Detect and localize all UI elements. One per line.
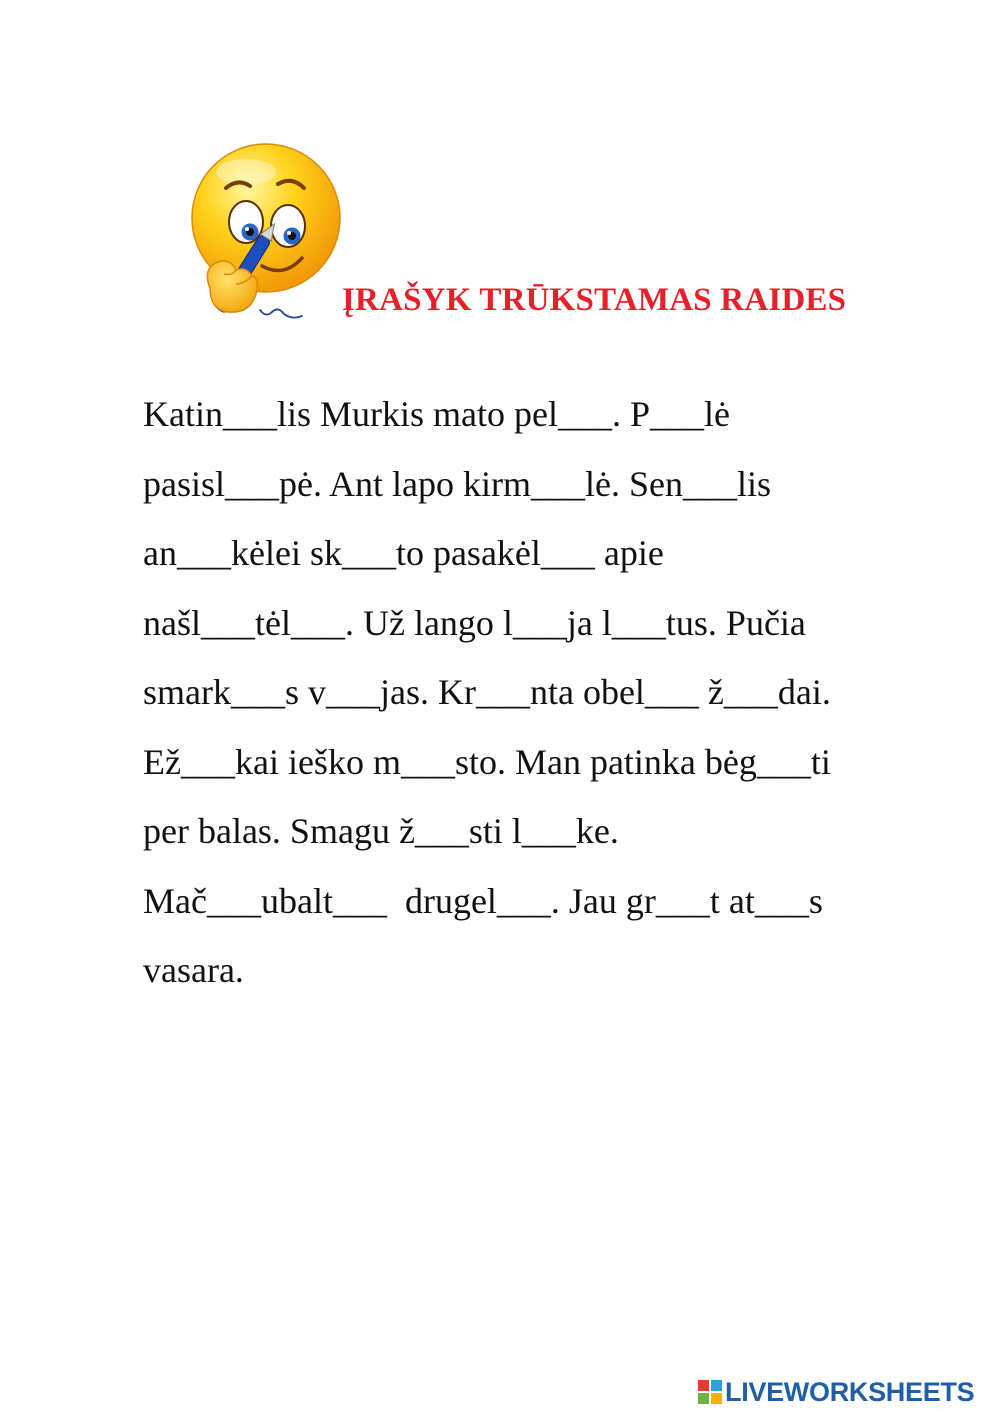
brand-name: LIVEWORKSHEETS: [725, 1376, 975, 1407]
liveworksheets-logo-icon: [698, 1380, 722, 1404]
text-line: Katin___lis Murkis mato pel___. P___lė: [143, 394, 730, 434]
liveworksheets-brand[interactable]: [698, 1377, 974, 1407]
text-line: Ež___kai ieško m___sto. Man patinka bėg___ti: [143, 741, 831, 782]
text-line: smark___s v___jas. Kr___nta obel___ ž___dai.: [143, 672, 831, 712]
text-line: našl___tėl___. Už lango l___ja l___tus. Pučia: [143, 602, 806, 643]
text-line: an___kėlei sk___to pasakėl___ apie: [143, 533, 664, 573]
worksheet-title: ĮRAŠYK TRŪKSTAMAS RAIDES: [342, 282, 847, 318]
smiley-writing-icon: [180, 138, 350, 328]
text-line: pasisl___pė. Ant lapo kirm___lė. Sen___lis: [143, 463, 771, 504]
text-line: vasara.: [143, 950, 244, 990]
text-line: Mač___ubalt___ drugel___. Jau gr___t at___s: [143, 880, 823, 921]
text-line: per balas. Smagu ž___sti l___ke.: [143, 811, 619, 851]
exercise-text: [143, 380, 943, 1006]
